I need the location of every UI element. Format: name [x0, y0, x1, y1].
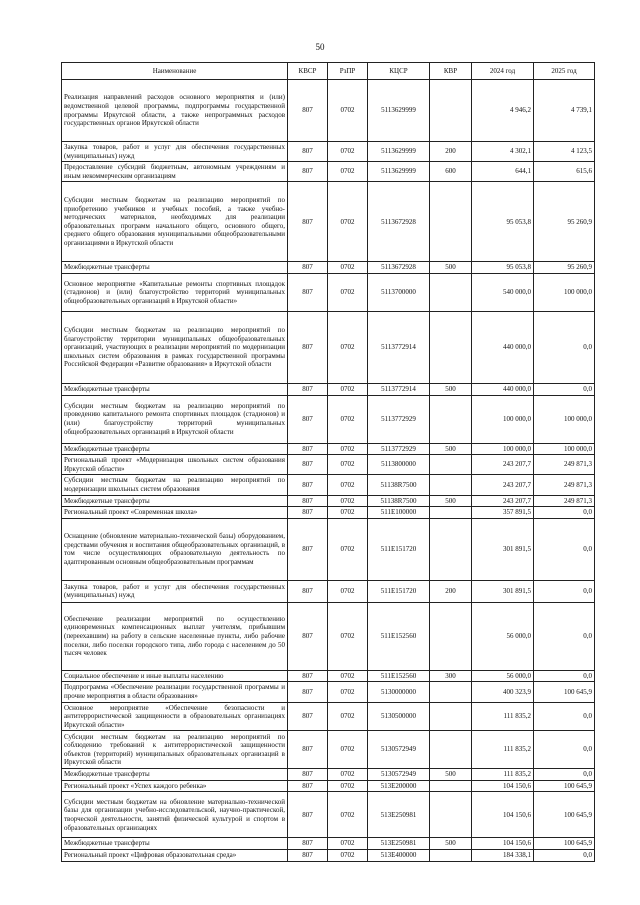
cell-kvsr: 807	[288, 731, 328, 769]
cell-2025: 100 645,9	[534, 682, 595, 702]
cell-kcsr: 5130572949	[368, 769, 430, 781]
cell-2024: 104 150,6	[472, 780, 534, 792]
cell-kcsr: 5113629999	[368, 162, 430, 182]
table-row	[62, 182, 595, 262]
cell-rzpr: 0702	[328, 395, 368, 443]
cell-kvsr: 807	[288, 792, 328, 838]
cell-kvr	[430, 395, 472, 443]
cell-kvsr: 807	[288, 311, 328, 383]
cell-kvsr: 807	[288, 682, 328, 702]
cell-kvsr: 807	[288, 780, 328, 792]
cell-kcsr: 5113800000	[368, 455, 430, 475]
table-row	[62, 682, 595, 702]
cell-rzpr: 0702	[328, 455, 368, 475]
cell-2024: 100 000,0	[472, 443, 534, 455]
cell-kcsr: 5113772929	[368, 443, 430, 455]
cell-kvr: 500	[430, 262, 472, 274]
cell-2024: 111 835,2	[472, 731, 534, 769]
cell-name: Основное мероприятие «Капитальные ремонты спортивных площадок (стадионов) и (или) благоустройство территорий муниципальных общеобразовательных организаций в Иркутской области»	[62, 273, 288, 311]
budget-table	[61, 62, 595, 862]
table-row	[62, 142, 595, 162]
cell-rzpr: 0702	[328, 475, 368, 495]
cell-kvsr: 807	[288, 455, 328, 475]
table-row	[62, 850, 595, 862]
cell-kcsr: 513E400000	[368, 850, 430, 862]
cell-name: Межбюджетные трансферты	[62, 495, 288, 507]
cell-2025: 249 871,3	[534, 495, 595, 507]
cell-2025: 100 645,9	[534, 780, 595, 792]
cell-name: Закупка товаров, работ и услуг для обеспечения государственных (муниципальных) нужд	[62, 580, 288, 602]
cell-name: Субсидии местным бюджетам на реализацию мероприятий по приобретению учебников и учебных пособий, а также учебно-методических материалов, необходимых для реализации образовательных программ начального общего, основного общего, среднего общего образования муниципальными общеобразовательными организациями в Иркутской области	[62, 182, 288, 262]
table-row	[62, 273, 595, 311]
cell-kvr	[430, 702, 472, 731]
cell-2024: 56 000,0	[472, 670, 534, 682]
cell-kcsr: 51138R7500	[368, 475, 430, 495]
cell-rzpr: 0702	[328, 162, 368, 182]
cell-kcsr: 513E250981	[368, 792, 430, 838]
cell-kvsr: 807	[288, 670, 328, 682]
cell-name: Реализация направлений расходов основного мероприятия и (или) ведомственной целевой программы, подпрограммы государственной программы Иркутской области, а также непрограммных расходов государственных органов Иркутской области	[62, 80, 288, 142]
table-row	[62, 580, 595, 602]
cell-kvsr: 807	[288, 495, 328, 507]
cell-2024: 4 302,1	[472, 142, 534, 162]
header-kcsr: КЦСР	[368, 63, 430, 80]
cell-kvsr: 807	[288, 769, 328, 781]
cell-kvsr: 807	[288, 475, 328, 495]
cell-2024: 243 207,7	[472, 455, 534, 475]
table-row	[62, 702, 595, 731]
cell-name: Субсидии местным бюджетам на реализацию мероприятий по соблюдению требований к антитеррористической защищенности объектов (территорий) муниципальных образовательных организаций в Иркутской области	[62, 731, 288, 769]
cell-kcsr: 511E152560	[368, 602, 430, 670]
cell-kvr	[430, 792, 472, 838]
cell-kcsr: 5113700000	[368, 273, 430, 311]
cell-2025: 95 260,9	[534, 262, 595, 274]
cell-kvr	[430, 273, 472, 311]
cell-2024: 243 207,7	[472, 475, 534, 495]
cell-kvr	[430, 602, 472, 670]
cell-kvsr: 807	[288, 162, 328, 182]
cell-kcsr: 511E151720	[368, 580, 430, 602]
cell-kvr	[430, 682, 472, 702]
cell-rzpr: 0702	[328, 580, 368, 602]
cell-name: Основное мероприятие «Обеспечение безопасности и антитеррористической защищенности в образовательных организациях Иркутской области»	[62, 702, 288, 731]
cell-kvsr: 807	[288, 80, 328, 142]
cell-rzpr: 0702	[328, 780, 368, 792]
cell-kcsr: 5113629999	[368, 80, 430, 142]
cell-2025: 100 645,9	[534, 792, 595, 838]
cell-kvr: 500	[430, 495, 472, 507]
cell-kvr: 200	[430, 142, 472, 162]
cell-rzpr: 0702	[328, 495, 368, 507]
cell-2025: 0,0	[534, 670, 595, 682]
table-row	[62, 455, 595, 475]
cell-rzpr: 0702	[328, 731, 368, 769]
table-row	[62, 769, 595, 781]
cell-2025: 0,0	[534, 311, 595, 383]
cell-2024: 644,1	[472, 162, 534, 182]
cell-2024: 95 053,8	[472, 262, 534, 274]
cell-kcsr: 513E250981	[368, 838, 430, 850]
cell-kcsr: 511E100000	[368, 507, 430, 519]
cell-2025: 95 260,9	[534, 182, 595, 262]
cell-kvr	[430, 850, 472, 862]
cell-rzpr: 0702	[328, 383, 368, 395]
page-number: 50	[315, 42, 325, 52]
cell-2025: 0,0	[534, 702, 595, 731]
table-header-row	[62, 63, 595, 80]
header-name: Наименование	[62, 63, 288, 80]
cell-2024: 243 207,7	[472, 495, 534, 507]
cell-kcsr: 5130572949	[368, 731, 430, 769]
cell-name: Закупка товаров, работ и услуг для обеспечения государственных (муниципальных) нужд	[62, 142, 288, 162]
cell-2024: 56 000,0	[472, 602, 534, 670]
cell-name: Межбюджетные трансферты	[62, 262, 288, 274]
cell-name: Региональный проект «Модернизация школьных систем образования Иркутской области»	[62, 455, 288, 475]
cell-kvr	[430, 182, 472, 262]
cell-rzpr: 0702	[328, 443, 368, 455]
cell-2024: 111 835,2	[472, 769, 534, 781]
cell-rzpr: 0702	[328, 702, 368, 731]
cell-kcsr: 513E200000	[368, 780, 430, 792]
cell-rzpr: 0702	[328, 273, 368, 311]
cell-kvr: 500	[430, 443, 472, 455]
cell-name: Субсидии местным бюджетам на реализацию мероприятий по проведению капитального ремонта спортивных площадок (стадионов) и (или) благоустройству территорий муниципальных общеобразовательных организаций в Иркутской области	[62, 395, 288, 443]
table-row	[62, 383, 595, 395]
cell-2024: 301 891,5	[472, 580, 534, 602]
cell-name: Предоставление субсидий бюджетным, автономным учреждениям и иным некоммерческим организациям	[62, 162, 288, 182]
cell-kvr	[430, 518, 472, 580]
cell-2025: 0,0	[534, 383, 595, 395]
cell-kvr: 500	[430, 769, 472, 781]
cell-name: Подпрограмма «Обеспечение реализации государственной программы и прочие мероприятия в области образования»	[62, 682, 288, 702]
cell-name: Социальное обеспечение и иные выплаты населению	[62, 670, 288, 682]
cell-rzpr: 0702	[328, 262, 368, 274]
cell-kcsr: 5113672928	[368, 262, 430, 274]
cell-2025: 0,0	[534, 518, 595, 580]
cell-kvr	[430, 507, 472, 519]
cell-kvsr: 807	[288, 142, 328, 162]
cell-kvr: 200	[430, 580, 472, 602]
cell-name: Региональный проект «Цифровая образовательная среда»	[62, 850, 288, 862]
header-kvsr: КВСР	[288, 63, 328, 80]
table-row	[62, 80, 595, 142]
cell-name: Региональный проект «Современная школа»	[62, 507, 288, 519]
cell-kcsr: 51138R7500	[368, 495, 430, 507]
cell-rzpr: 0702	[328, 311, 368, 383]
cell-kcsr: 5113772929	[368, 395, 430, 443]
table-row	[62, 518, 595, 580]
cell-2025: 0,0	[534, 769, 595, 781]
cell-kvsr: 807	[288, 182, 328, 262]
cell-kvsr: 807	[288, 850, 328, 862]
cell-name: Субсидии местным бюджетам на обновление материально-технической базы для организации учебно-исследовательской, научно-практической, творческой деятельности, занятий физической культурой и спортом в образовательных организациях	[62, 792, 288, 838]
cell-kvsr: 807	[288, 518, 328, 580]
cell-2024: 440 000,0	[472, 383, 534, 395]
cell-kvr	[430, 731, 472, 769]
cell-rzpr: 0702	[328, 518, 368, 580]
cell-kvsr: 807	[288, 507, 328, 519]
cell-rzpr: 0702	[328, 80, 368, 142]
cell-2024: 301 891,5	[472, 518, 534, 580]
cell-kvsr: 807	[288, 602, 328, 670]
cell-2024: 4 946,2	[472, 80, 534, 142]
cell-rzpr: 0702	[328, 602, 368, 670]
cell-2025: 100 000,0	[534, 395, 595, 443]
cell-rzpr: 0702	[328, 838, 368, 850]
table-row	[62, 311, 595, 383]
cell-kcsr: 5113672928	[368, 182, 430, 262]
cell-kcsr: 5113629999	[368, 142, 430, 162]
cell-2024: 100 000,0	[472, 395, 534, 443]
table-row	[62, 731, 595, 769]
header-2025: 2025 год	[534, 63, 595, 80]
cell-2025: 0,0	[534, 602, 595, 670]
table-row	[62, 780, 595, 792]
cell-kcsr: 5113772914	[368, 383, 430, 395]
cell-kvsr: 807	[288, 273, 328, 311]
table-row	[62, 443, 595, 455]
cell-kvr: 600	[430, 162, 472, 182]
header-2024: 2024 год	[472, 63, 534, 80]
cell-kvr: 500	[430, 838, 472, 850]
cell-name: Субсидии местным бюджетам на реализацию мероприятий по модернизации школьных систем образования	[62, 475, 288, 495]
cell-name: Субсидии местным бюджетам на реализацию мероприятий по благоустройству территории муниципальных общеобразовательных организаций, участвующих в реализации мероприятий по модернизации школьных систем образования в рамках государственной программы Российской Федерации «Развитие образования» в Иркутской области	[62, 311, 288, 383]
table-row	[62, 602, 595, 670]
cell-2024: 540 000,0	[472, 273, 534, 311]
cell-2025: 249 871,3	[534, 475, 595, 495]
cell-kvr: 500	[430, 383, 472, 395]
cell-name: Региональный проект «Успех каждого ребенка»	[62, 780, 288, 792]
table-row	[62, 475, 595, 495]
cell-kvsr: 807	[288, 443, 328, 455]
table-row	[62, 670, 595, 682]
cell-2025: 249 871,3	[534, 455, 595, 475]
cell-2024: 111 835,2	[472, 702, 534, 731]
cell-2025: 0,0	[534, 507, 595, 519]
cell-kcsr: 511E152560	[368, 670, 430, 682]
cell-rzpr: 0702	[328, 792, 368, 838]
cell-2025: 615,6	[534, 162, 595, 182]
cell-name: Межбюджетные трансферты	[62, 383, 288, 395]
cell-2024: 104 150,6	[472, 792, 534, 838]
table-row	[62, 507, 595, 519]
cell-2025: 0,0	[534, 850, 595, 862]
cell-2024: 95 053,8	[472, 182, 534, 262]
table-row	[62, 262, 595, 274]
cell-2024: 104 150,6	[472, 838, 534, 850]
cell-2025: 100 000,0	[534, 273, 595, 311]
table-row	[62, 838, 595, 850]
cell-kvr: 300	[430, 670, 472, 682]
table-row	[62, 395, 595, 443]
cell-kvsr: 807	[288, 395, 328, 443]
cell-kcsr: 5130000000	[368, 682, 430, 702]
header-rzpr: РзПР	[328, 63, 368, 80]
cell-name: Обеспечение реализации мероприятий по осуществлению единовременных компенсационных выплат учителям, прибывшим (переехавшим) на работу в сельские населенные пункты, либо рабочие поселки, либо поселки городского типа, либо города с населением до 50 тысяч человек	[62, 602, 288, 670]
cell-kcsr: 5130500000	[368, 702, 430, 731]
cell-kvsr: 807	[288, 838, 328, 850]
cell-2024: 184 338,1	[472, 850, 534, 862]
cell-rzpr: 0702	[328, 182, 368, 262]
cell-2024: 440 000,0	[472, 311, 534, 383]
cell-rzpr: 0702	[328, 142, 368, 162]
cell-2024: 400 323,9	[472, 682, 534, 702]
cell-kvr	[430, 780, 472, 792]
cell-kvr	[430, 311, 472, 383]
table-row	[62, 792, 595, 838]
cell-kcsr: 5113772914	[368, 311, 430, 383]
cell-kvsr: 807	[288, 580, 328, 602]
cell-rzpr: 0702	[328, 507, 368, 519]
cell-name: Межбюджетные трансферты	[62, 443, 288, 455]
cell-2024: 357 891,5	[472, 507, 534, 519]
cell-kvsr: 807	[288, 383, 328, 395]
header-kvr: КВР	[430, 63, 472, 80]
cell-2025: 100 000,0	[534, 443, 595, 455]
cell-kvsr: 807	[288, 702, 328, 731]
table-row	[62, 495, 595, 507]
cell-rzpr: 0702	[328, 850, 368, 862]
cell-kvr	[430, 455, 472, 475]
cell-kvsr: 807	[288, 262, 328, 274]
cell-rzpr: 0702	[328, 670, 368, 682]
cell-name: Межбюджетные трансферты	[62, 838, 288, 850]
table-row	[62, 162, 595, 182]
cell-name: Оснащение (обновление материально-технической базы) оборудованием, средствами обучения и воспитания общеобразовательных организаций, в том числе осуществляющих образовательную деятельность по адаптированным основным общеобразовательным программам	[62, 518, 288, 580]
cell-2025: 100 645,9	[534, 838, 595, 850]
cell-kvr	[430, 80, 472, 142]
cell-2025: 0,0	[534, 580, 595, 602]
cell-2025: 4 123,5	[534, 142, 595, 162]
cell-2025: 4 739,1	[534, 80, 595, 142]
cell-kcsr: 511E151720	[368, 518, 430, 580]
cell-2025: 0,0	[534, 731, 595, 769]
cell-rzpr: 0702	[328, 682, 368, 702]
cell-kvr	[430, 475, 472, 495]
cell-name: Межбюджетные трансферты	[62, 769, 288, 781]
cell-rzpr: 0702	[328, 769, 368, 781]
